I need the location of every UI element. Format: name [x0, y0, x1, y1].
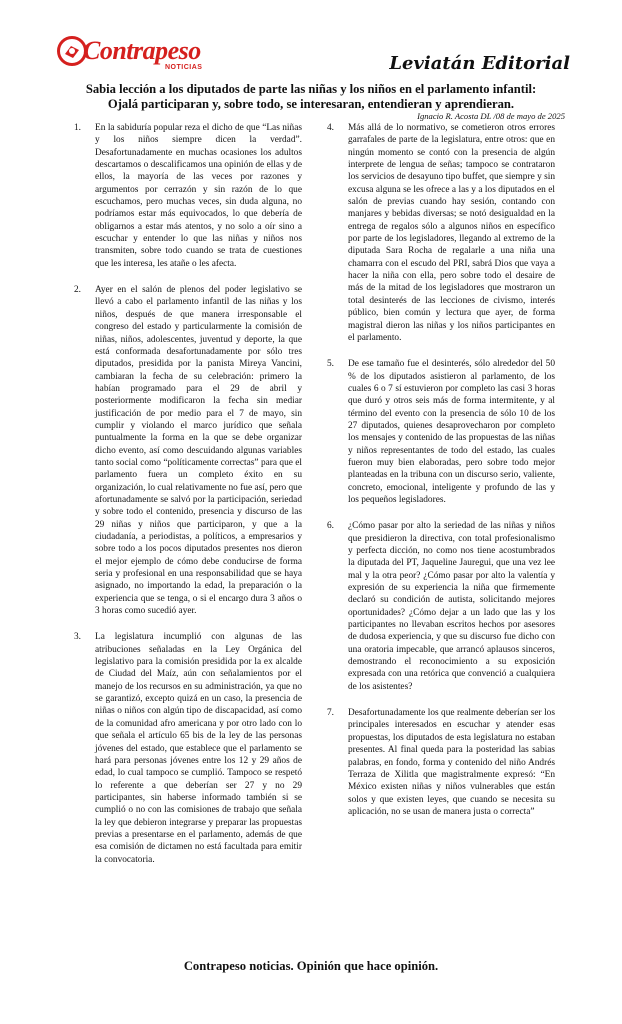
paragraph-item [327, 122, 555, 344]
paragraph-item [74, 122, 302, 270]
article-headline: Sabia lección a los diputados de parte las niñas y los niños en el parlamento infantil: [85, 82, 537, 96]
paragraph-text: De ese tamaño fue el desinterés, sólo alrededor del 50 % de los diputados asistieron al parlamento, de los cuales 6 o 7 sí estuvieron por completo las casi 3 horas que duró y otros seis más de forma intermitente, y al término del evento con la presencia de sólo 10 de los 27 diputados, quienes desaprovecharon por completo los mensajes y contenido de las propuestas de las niñas y niños representantes de todo del estado, las cuales fueron muy bien elaboradas, pero sobre todo mejor planteadas en la tribuna con un discurso serio, valiente, concreto, emocional, inteligente y profundo de las y los pequeños legisladores. [348, 359, 555, 505]
contrapeso-logo [57, 36, 227, 74]
paragraph-text: Más allá de lo normativo, se cometieron otros errores garrafales de parte de la legislatura, entre otros: que en ningún momento se contó con la presencia de algún interprete de lengua de señas; tampoco se contrataron los servicios de desayuno tipo buffet, que siempre y sin excusa alguna se les ofrece a las y a los diputados en el salón de previas cuando hay sesión, contando con manjares y bebidas diversas; se notó desigualdad en la entrega de regalos sólo a algunos niños en específico por parte de los legisladores, llegando al extremo de la diputada Sara Rocha de regalarle a una niña una chamarra con el escudo del PRI, sabrá Dios que vaya a hacer la niña con ella, pero sobre todo el desaire de más de la mitad de los legisladores que mostraron un total desinterés de las lecciones de civismo, interés público, bien común y lectura que ayer, de forma magistral dieron las niñas y los niños participantes en el parlamento. [348, 123, 555, 343]
paragraph-text: Desafortunadamente los que realmente deberían ser los principales interesados en escuchar y atender esas propuestas, los diputados de esta legislatura no estaban presentes. Al final queda para la posteridad las sabias palabras, en fondo, forma y contenido del niño Andrés Terraza de Xilitla que magistralmente expresó: “En México existen niñas y niños vulnerables que están solos y que existen leyes, que cuando se necesita su aplicación, no se usan de manera justa o correcta” [348, 708, 555, 817]
paragraph-item [74, 631, 302, 866]
paragraph-item [327, 520, 555, 693]
column-right [327, 122, 555, 832]
paragraph-number: 2. [74, 285, 82, 296]
paragraph-number: 3. [74, 632, 82, 643]
paragraph-number: 4. [327, 123, 335, 133]
paragraph-item [327, 707, 555, 818]
article-byline: Ignacio R. Acosta DL /08 de mayo de 2025 [417, 111, 565, 121]
logo-wordmark: Contrapeso [83, 36, 201, 65]
paragraph-number: 6. [327, 521, 335, 532]
paragraph-number: 1. [74, 123, 82, 133]
page-header [0, 0, 622, 82]
footer-tagline: Contrapeso noticias. Opinión que hace opinión. [183, 959, 439, 973]
logo-subtext: NOTICIAS [165, 64, 203, 71]
paragraph-item [327, 358, 555, 506]
paragraph-text: ¿Cómo pasar por alto la seriedad de las niñas y niños que presidieron la directiva, con total profesionalismo y perfecta dicción, no como nos tiene acostumbrados la diputada del PT, Jaqueline Jauregui, que una vez lee mal y la otra peor? ¿Cómo pasar por alto la valentía y expresión de su experiencia la niña que firmemente declaró su condición de autista, solicitando mejores oportunidades? ¿Cómo dejar a un lado que las y los participantes no llevaban escritos hechos por asesores de dudosa experiencia, y que su discurso fue dicho con una oratoria impecable, que arrancó aplausos sinceros, demostrando el reconocimiento a su exposición expresada con una retórica que convenció a cualquiera de los asistentes? [348, 521, 555, 692]
paragraph-text: Ayer en el salón de plenos del poder legislativo se llevó a cabo el parlamento infantil de las niñas y los niños, después de que manera irresponsable el congreso del estado y particularmente la comisión de niñas, niños, adolescentes, juventud y deporte, la que está conformada desafortunadamente por sólo tres diputados, presidida por la panista Mireya Vancini, cambiaran la fecha de su celebración: primero la habían programado para el 29 de abril y posteriormente modificaron la fecha sin mediar justificación de por medio para el 7 de mayo, sin cumplir y violando el marco jurídico que señala puntualmente la forma en la que se debe organizar dicho evento, así como descuidando algunas variables tanto social como “políticamente correctas” para que el parlamento fuera un completo éxito en su organización, lo cual relativamente no fue así, pero que afortunadamente se salvó por la participación, seriedad y sobre todo el contenido, presencia y discurso de las 29 niñas y niños que participaron, y que a la ciudadanía, a periodistas, a políticos, a empresarios y sobre todo a los pocos diputados presentes nos dieron el mejor ejemplo de cómo debe conducirse de forma seria y profesional en una responsabilidad que se haya asignado, no importando la edad, la preparación o la experiencia que se tenga, o si el encargo dura 3 años o 3 horas como sucedió ayer. [95, 285, 302, 617]
paragraph-item [74, 284, 302, 617]
column-left [74, 122, 302, 880]
paragraph-text: En la sabiduría popular reza el dicho de que “Las niñas y los niños siempre dicen la verdad”. Desafortunadamente en muchas ocasiones los adultos descartamos o descalificamos una opinión de ellas y de ellos, la mayoría de las veces por razones y argumentos por cerrazón y sin razón de lo que escuchamos, pero muchas veces, sin duda alguna, no podríamos estar más equivocados, lo que debería de obligarnos a estar más atentos, y no solo a oír sino a escuchar y entender lo que las niñas y niños nos transmiten, sobre todo cuando se trata de cuestiones que les interesa, les atañe o les afecta. [95, 123, 302, 269]
paragraph-number: 7. [327, 708, 335, 719]
paragraph-text: La legislatura incumplió con algunas de las atribuciones señaladas en la Ley Orgánica del legislativo para la comisión presidida por la ex alcalde de Ciudad del Maíz, aún con señalamientos por el manejo de los recursos en su administración, ya que no se garantizó, excepto quizá en un caso, la presencia de niñas o niños con algún tipo de discapacidad, así como de la comunidad afro americana y por otro lado con lo que señala el artículo 65 bis de la ley de las personas jóvenes del estado, que establece que el parlamento se hará para personas jóvenes entre los 12 y 29 años de edad, lo cual tampoco se cumplió. Tampoco se respetó lo referente a que deberían ser 27 y no 29 participantes, sin haberse informado también si se cumplió o no con las comisiones de trabajo que señala la ley que debieron integrarse y preparar las propuestas previas a presentarse en el parlamento, además de que esa comisión de dictamen no está facultada para emitir la convocatoria. [95, 632, 302, 865]
article-subheadline: Ojalá participaran y, sobre todo, se interesaran, entendieran y aprendieran. [107, 97, 515, 111]
paragraph-number: 5. [327, 359, 335, 370]
masthead-title: Leviatán Editorial [389, 53, 570, 74]
